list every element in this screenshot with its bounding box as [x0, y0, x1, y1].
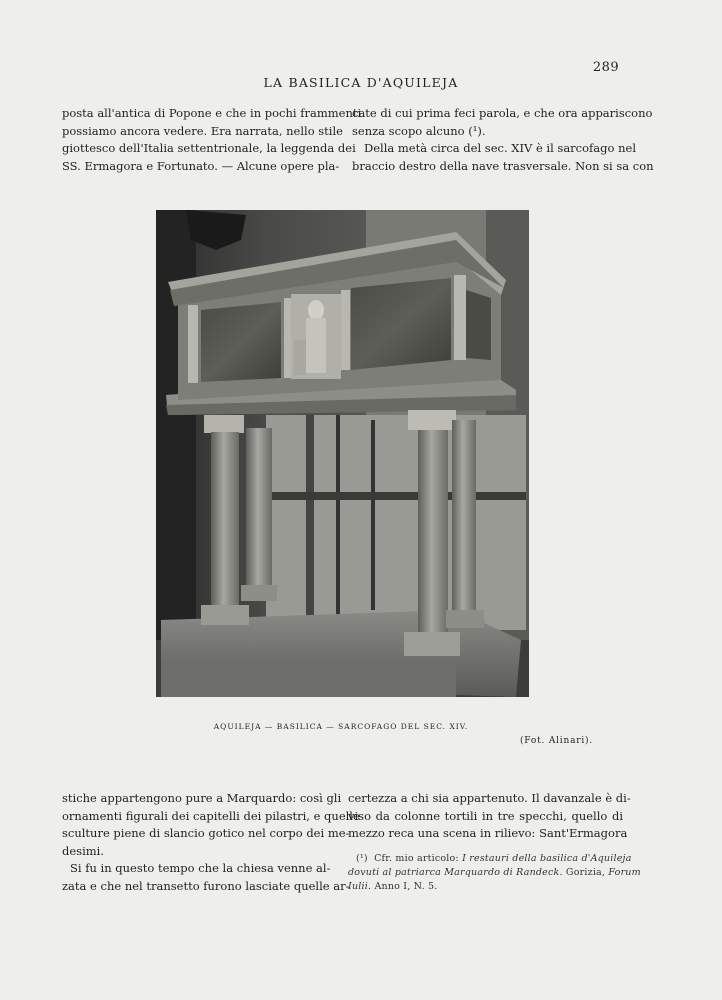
text-line: viso da colonne tortili in tre specchi, quello di: [348, 808, 623, 823]
running-head: LA BASILICA D'AQUILEJA: [263, 75, 459, 90]
text-line: cate di cui prima feci parola, e che ora appariscono: [352, 106, 653, 120]
page-number: 289: [592, 60, 620, 75]
text-line: posta all'antica di Popone e che in pochi frammenti: [62, 106, 362, 120]
footnote-article-title-cont: dovuti al patriarca Marquardo di Randeck.: [348, 867, 563, 878]
text-line: Si fu in questo tempo che la chiesa venne al-: [70, 861, 331, 875]
figure-caption: AQUILEJA — BASILICA — SARCOFAGO DEL SEC. XIV.: [213, 722, 469, 731]
footnote-line: [348, 852, 632, 866]
footnote-journal-cont: Iulii.: [348, 881, 372, 892]
photo-plate-sarcophagus: [156, 210, 529, 697]
footnote-line: [348, 866, 641, 880]
text-line: Della metà circa del sec. XIV è il sarcofago nel: [364, 141, 636, 155]
text-line: braccio destro della nave trasversale. Non si sa con: [352, 158, 654, 173]
text-column-top-left: [62, 105, 362, 175]
text-line: stiche appartengono pure a Marquardo: così gli: [62, 791, 342, 805]
footnote-place: Gorizia,: [565, 867, 606, 878]
text-line: giottesco dell'Italia settentrionale, la leggenda dei: [62, 141, 356, 155]
text-line: certezza a chi sia appartenuto. Il davanzale è di-: [348, 791, 631, 805]
text-line: mezzo reca una scena in rilievo: Sant'Ermagora: [348, 826, 628, 840]
text-column-bottom-right: [348, 790, 631, 843]
text-line: sculture piene di slancio gotico nel corpo dei me-: [62, 826, 350, 840]
footnote-marker: (¹): [356, 853, 368, 864]
text-column-top-right: [352, 105, 654, 175]
footnote-article-title: I restauri della basilica d'Aquileja: [462, 853, 632, 864]
text-line: desimi.: [62, 843, 104, 858]
text-line: zata e che nel transetto furono lasciate quelle ar-: [62, 878, 350, 893]
text-line: possiamo ancora vedere. Era narrata, nello stile: [62, 123, 343, 138]
footnote-journal: Forum: [608, 867, 641, 878]
photo-credit: (Fot. Alinari).: [520, 736, 593, 746]
footnote: [348, 852, 641, 894]
sarcophagus-photograph: [156, 210, 529, 697]
footnote-intro: Cfr. mio articolo:: [374, 853, 459, 864]
text-line: SS. Ermagora e Fortunato. — Alcune opere pla-: [62, 158, 340, 173]
text-line: senza scopo alcuno (¹).: [352, 123, 486, 138]
footnote-line: [348, 880, 623, 894]
text-line: ornamenti figurali dei capitelli dei pilastri, e quelle: [62, 808, 360, 823]
footnote-issue: Anno I, N. 5.: [374, 881, 438, 892]
